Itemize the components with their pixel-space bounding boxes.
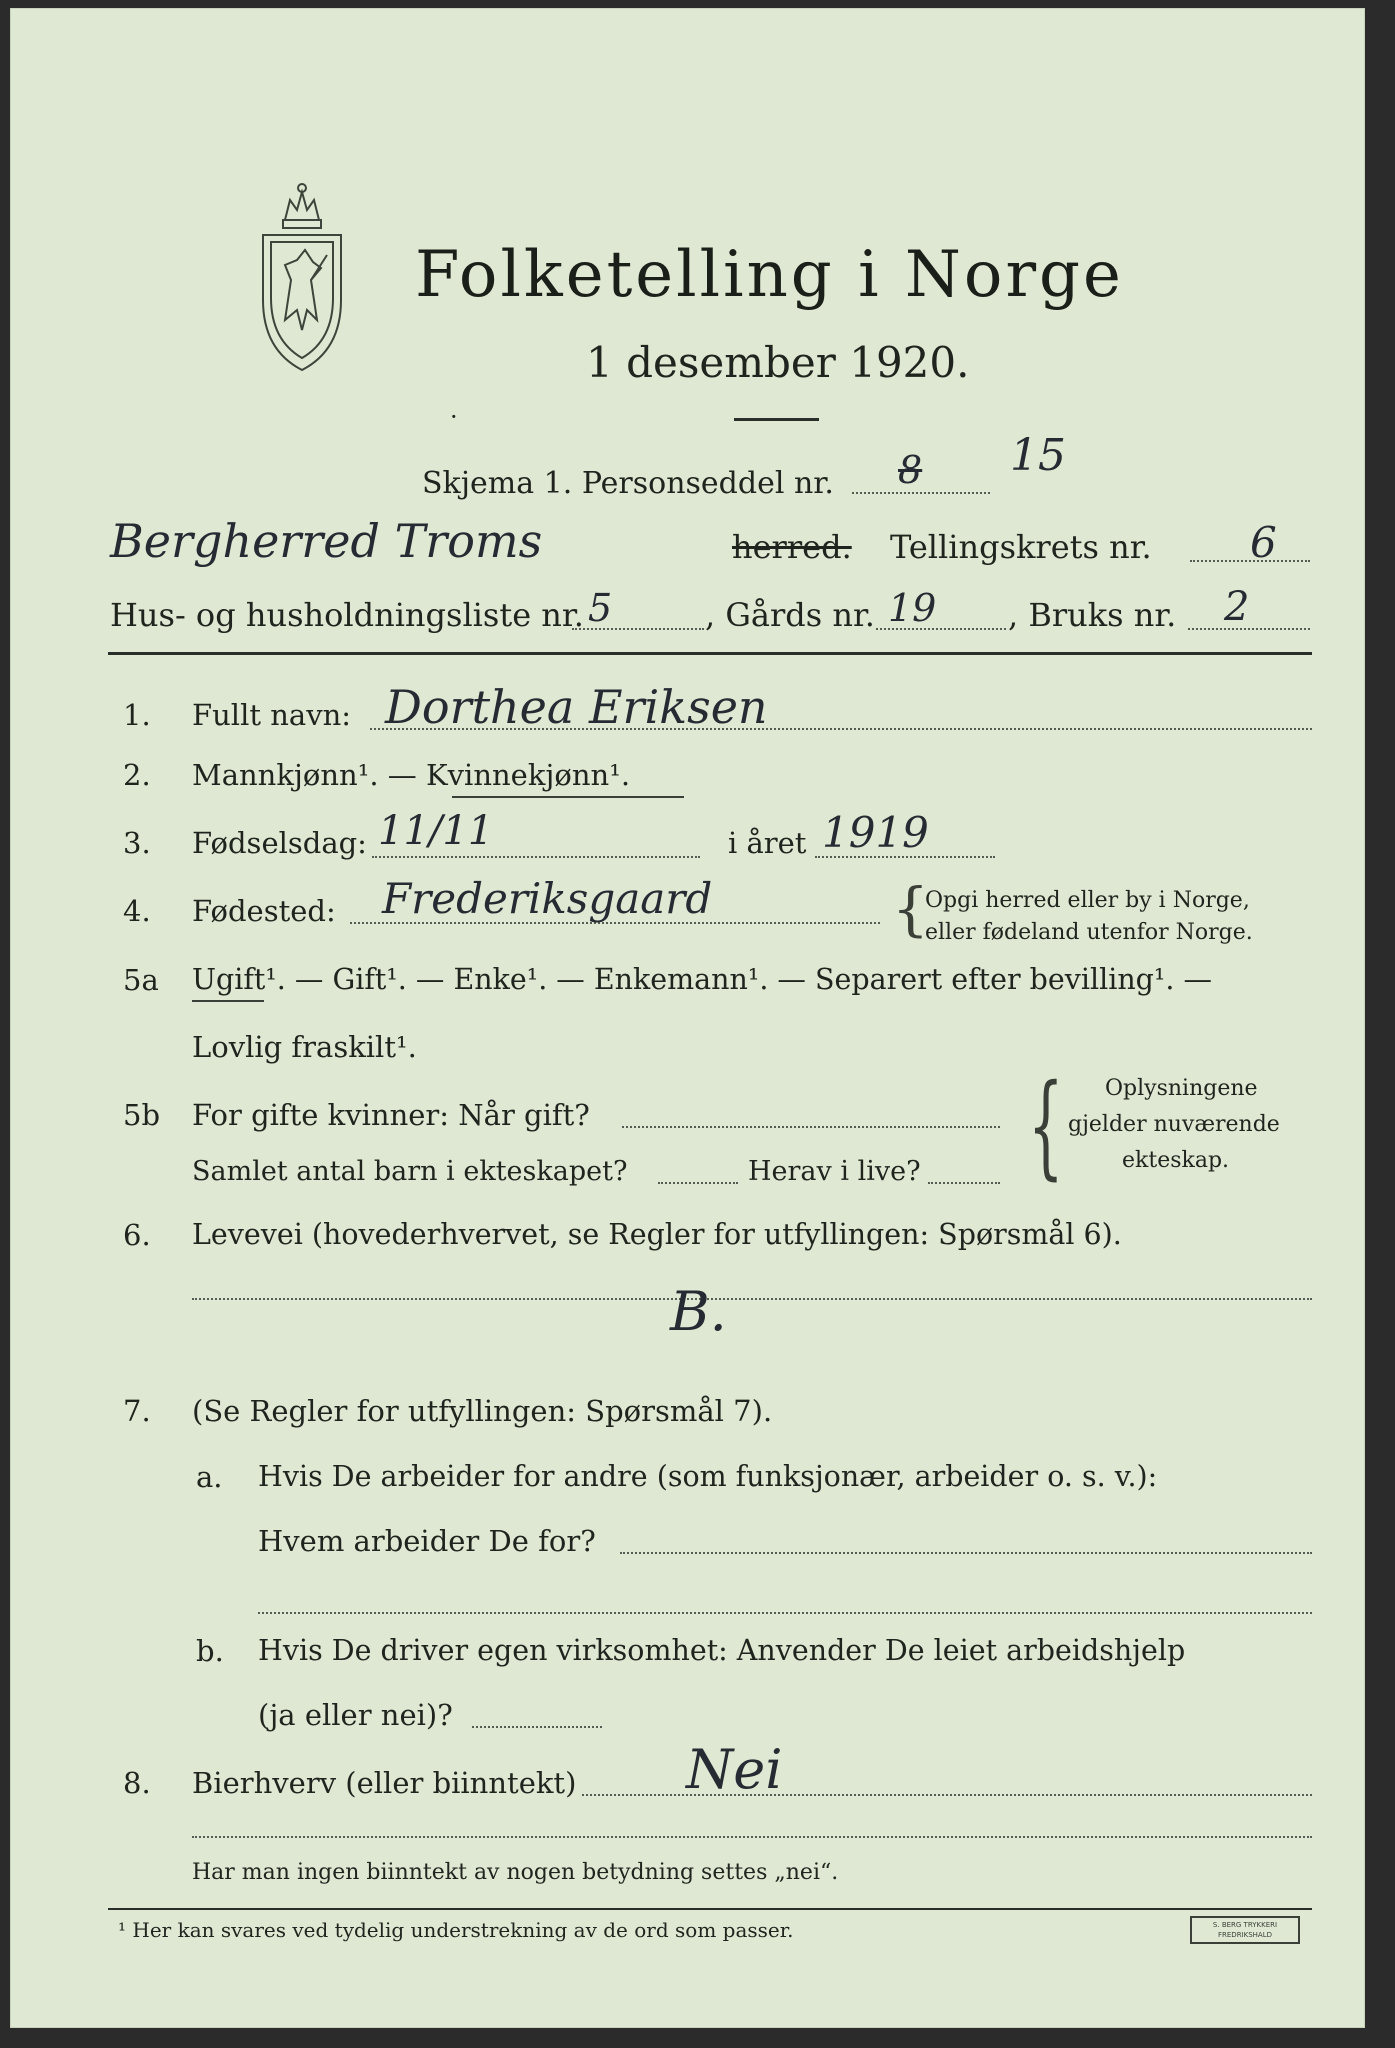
q8-number: 8.	[123, 1766, 151, 1800]
q3-label: Fødselsdag:	[192, 826, 367, 860]
census-date: 1 desember 1920.	[586, 338, 970, 387]
q4-label: Fødested:	[192, 894, 336, 928]
q5a-number: 5a	[123, 963, 159, 997]
printer-stamp	[1190, 1916, 1300, 1944]
q1-number: 1.	[123, 698, 151, 732]
q7a-number: a.	[196, 1460, 223, 1494]
husholdning-label: Hus- og husholdningsliste nr.	[110, 596, 584, 634]
q5a-line1: Ugift¹. — Gift¹. — Enke¹. — Enkemann¹. — Separert efter bevilling¹. —	[192, 963, 1212, 996]
tellingskrets-label: Tellingskrets nr.	[890, 528, 1152, 566]
herred-handwritten: Bergherred Troms	[110, 514, 543, 568]
husholdning-value: 5	[588, 586, 613, 630]
q4-note-2: eller fødeland utenfor Norge.	[925, 920, 1253, 945]
q7a-line2: Hvem arbeider De for?	[258, 1524, 596, 1558]
q2-number: 2.	[123, 758, 151, 792]
q4-number: 4.	[123, 894, 151, 928]
q5b-number: 5b	[123, 1098, 161, 1132]
q4-value: Frederiksgaard	[382, 874, 713, 923]
coat-of-arms-icon	[255, 180, 350, 375]
q5a-line2: Lovlig fraskilt¹.	[192, 1030, 417, 1064]
q3-year-value: 1919	[822, 808, 929, 857]
q5b-line2a: Samlet antal barn i ekteskapet?	[192, 1156, 628, 1187]
q7a-dots-2	[258, 1612, 1312, 1614]
q5b-alive-dots	[928, 1182, 1000, 1184]
q8-value: Nei	[686, 1738, 783, 1801]
q7a-line1: Hvis De arbeider for andre (som funksjonær, arbeider o. s. v.):	[258, 1460, 1158, 1493]
q6-label: Levevei (hovederhvervet, se Regler for utfyllingen: Spørsmål 6).	[192, 1218, 1122, 1251]
q3-dots	[372, 856, 700, 858]
footnote: ¹ Her kan svares ved tydelig understrekning av de ord som passer.	[118, 1918, 794, 1942]
q5b-note-2: gjelder nuværende	[1068, 1112, 1280, 1137]
tellingskrets-value: 6	[1250, 518, 1277, 567]
form-title: Folketelling i Norge	[415, 238, 1124, 312]
q2-underline	[452, 796, 684, 798]
bruks-value: 2	[1224, 584, 1250, 630]
q5b-note-3: ekteskap.	[1122, 1148, 1230, 1173]
q5b-brace: {	[1028, 1061, 1064, 1191]
q5b-line1: For gifte kvinner: Når gift?	[192, 1098, 590, 1132]
q3-number: 3.	[123, 826, 151, 860]
schema-label: Skjema 1. Personseddel nr.	[422, 466, 834, 501]
q5b-note-1: Oplysningene	[1105, 1076, 1258, 1101]
schema-dots	[852, 492, 990, 494]
q5b-when-dots	[622, 1126, 1000, 1128]
census-form-page	[10, 8, 1365, 2028]
q6-value: B.	[670, 1280, 727, 1343]
q3-year-label: i året	[728, 826, 807, 860]
dot-mark: ·	[450, 403, 458, 431]
footer-dots	[192, 1836, 1312, 1838]
q1-label: Fullt navn:	[192, 698, 352, 732]
q5b-children-dots	[658, 1182, 738, 1184]
q7a-dots-1	[620, 1552, 1312, 1554]
q6-number: 6.	[123, 1218, 151, 1252]
q4-note-1: Opgi herred eller by i Norge,	[925, 888, 1250, 913]
bruks-label: , Bruks nr.	[1008, 596, 1177, 634]
title-divider	[734, 418, 819, 421]
q8-label: Bierhverv (eller biinntekt)	[192, 1766, 577, 1800]
q4-brace: {	[892, 875, 929, 943]
schema-value: 15	[1010, 430, 1066, 481]
q1-value: Dorthea Eriksen	[385, 680, 768, 734]
footer-rule	[108, 1908, 1312, 1910]
gards-value: 19	[888, 586, 937, 630]
footer-note: Har man ingen biinntekt av nogen betydning settes „nei“.	[192, 1860, 839, 1885]
q3-value: 11/11	[378, 808, 494, 854]
gards-label: , Gårds nr.	[705, 596, 875, 634]
q5b-line2b: Herav i live?	[748, 1156, 921, 1187]
q5a-underline	[192, 1000, 264, 1002]
q6-dots	[192, 1298, 1312, 1300]
q7-label: (Se Regler for utfyllingen: Spørsmål 7).	[192, 1394, 773, 1428]
q7-number: 7.	[123, 1394, 151, 1428]
q2-label: Mannkjønn¹. — Kvinnekjønn¹.	[192, 758, 631, 792]
q7b-number: b.	[196, 1634, 224, 1668]
header-rule	[108, 652, 1312, 655]
schema-struck-value: 8	[898, 448, 923, 492]
herred-label: herred.	[732, 528, 852, 566]
printer-stamp-text: S. BERG TRYKKERI FREDRIKSHALD	[1212, 1921, 1278, 1939]
q7b-line1: Hvis De driver egen virksomhet: Anvender De leiet arbeidshjelp	[258, 1634, 1186, 1667]
q7b-dots	[472, 1726, 602, 1728]
q7b-line2: (ja eller nei)?	[258, 1698, 453, 1732]
